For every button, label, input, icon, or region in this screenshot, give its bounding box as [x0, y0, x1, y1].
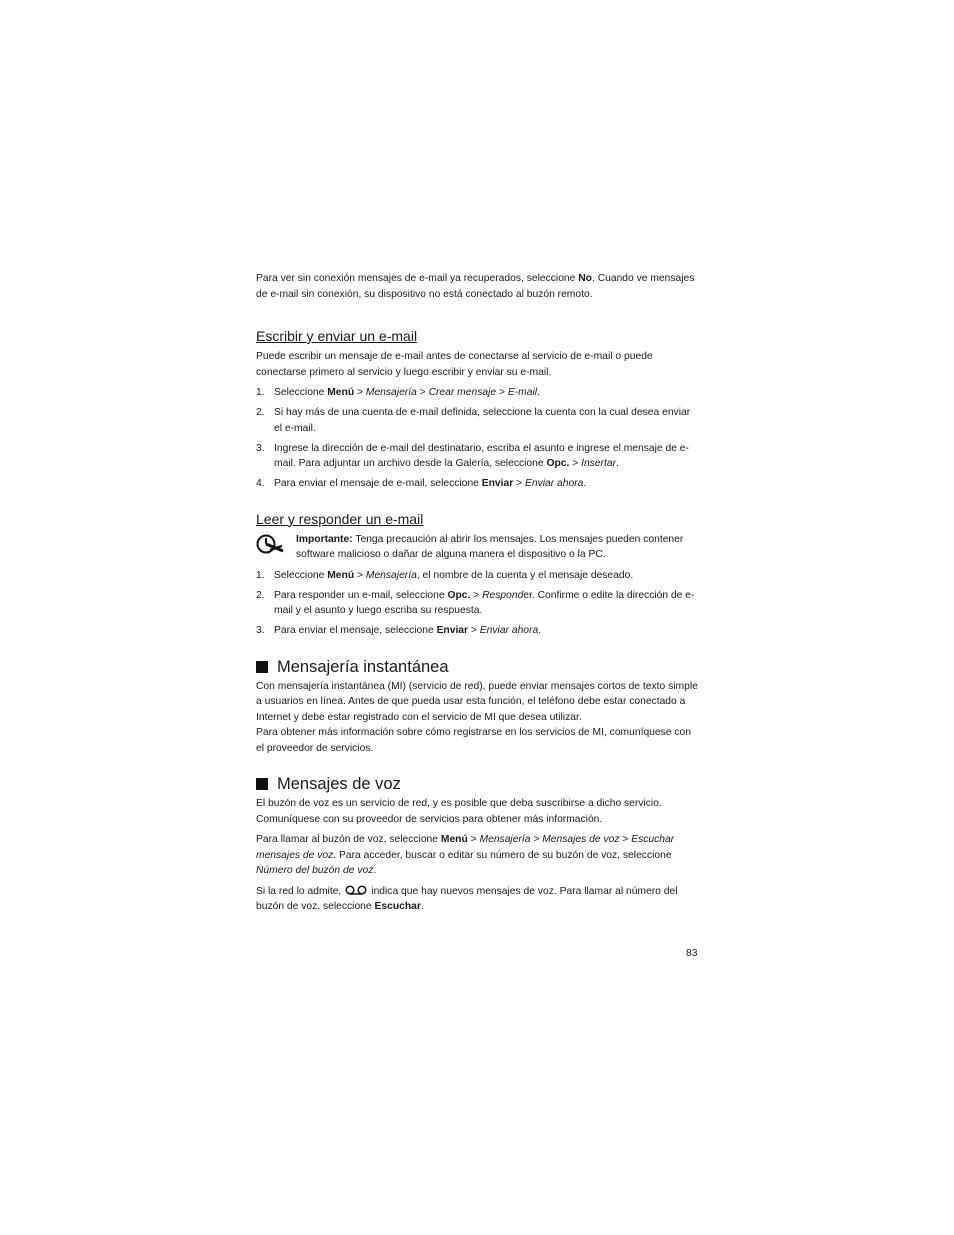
important-note: Importante: Tenga precaución al abrir los mensajes. Los mensajes pueden contener software malicioso o dañar de alguna manera el dispositivo o la PC.	[256, 532, 698, 563]
page-number: 83	[686, 948, 698, 959]
write-email-steps	[256, 385, 698, 492]
voice-section-heading: Mensajes de voz	[256, 774, 698, 794]
clock-important-icon	[256, 534, 286, 554]
write-email-heading: Escribir y enviar un e-mail	[256, 328, 418, 344]
list-item: 3. Ingrese la dirección de e-mail del destinatario, escriba el asunto e ingrese el mensaje de e-mail. Para adjuntar un archivo desde la Galería, seleccione Opc. > Insertar.	[256, 442, 689, 469]
write-email-paragraph: Puede escribir un mensaje de e-mail antes de conectarse al servicio de e-mail o puede conectarse primero al servicio y luego escribir y enviar su e-mail.	[256, 351, 653, 378]
page-content	[256, 271, 698, 915]
list-item: 3. Para enviar el mensaje, seleccione Enviar > Enviar ahora.	[256, 625, 542, 636]
read-email-steps	[256, 568, 698, 639]
list-item: 1. Seleccione Menú > Mensajería > Crear mensaje > E-mail.	[256, 387, 540, 398]
square-bullet-icon	[256, 778, 268, 790]
list-item: 1. Seleccione Menú > Mensajería, el nombre de la cuenta y el mensaje deseado.	[256, 569, 634, 581]
list-item: 2. Para responder un e-mail, seleccione Opc. > Responder. Confirme o edite la dirección de e-mail y el asunto y luego escriba su respuesta.	[256, 589, 695, 616]
list-item: 4. Para enviar el mensaje de e-mail, seleccione Enviar > Enviar ahora.	[256, 478, 587, 489]
im-section-heading: Mensajería instantánea	[256, 657, 698, 677]
voice-call-paragraph: Para llamar al buzón de voz, seleccione Menú > Mensajería > Mensajes de voz > Escuchar mensajes de voz. Para acceder, buscar o editar su número de su buzón de voz, seleccione Número del buzón de voz.	[256, 834, 675, 876]
read-email-heading: Leer y responder un e-mail	[256, 510, 424, 527]
im-paragraph: Con mensajería instantánea (MI) (servicio de red), puede enviar mensajes cortos de texto simple a usuarios en línea. Antes de que pueda usar esta función, el teléfono debe estar conectado a Internet y debe estar registrado con el servicio de MI que desea utilizar.	[256, 680, 698, 723]
square-bullet-icon	[256, 661, 268, 673]
list-item: 2. Si hay más de una cuenta de e-mail definida, seleccione la cuenta con la cual desea enviar el e-mail.	[256, 407, 691, 434]
voice-indicator-paragraph: Si la red lo admite, indica que hay nuevos mensajes de voz. Para llamar al número del buzón de voz, seleccione Escuchar.	[256, 885, 678, 912]
voicemail-icon	[345, 885, 367, 896]
voice-paragraph: El buzón de voz es un servicio de red, y es posible que deba suscribirse a dicho servicio. Comuníquese con su proveedor de servicios para obtener más información.	[256, 798, 662, 825]
im-paragraph-2: Para obtener más información sobre cómo registrarse en los servicios de MI, comuníquese con el proveedor de servicios.	[256, 727, 691, 754]
intro-paragraph: Para ver sin conexión mensajes de e-mail ya recuperados, seleccione No. Cuando ve mensajes de e-mail sin conexión, su dispositivo no está conectado al buzón remoto.	[256, 273, 695, 300]
